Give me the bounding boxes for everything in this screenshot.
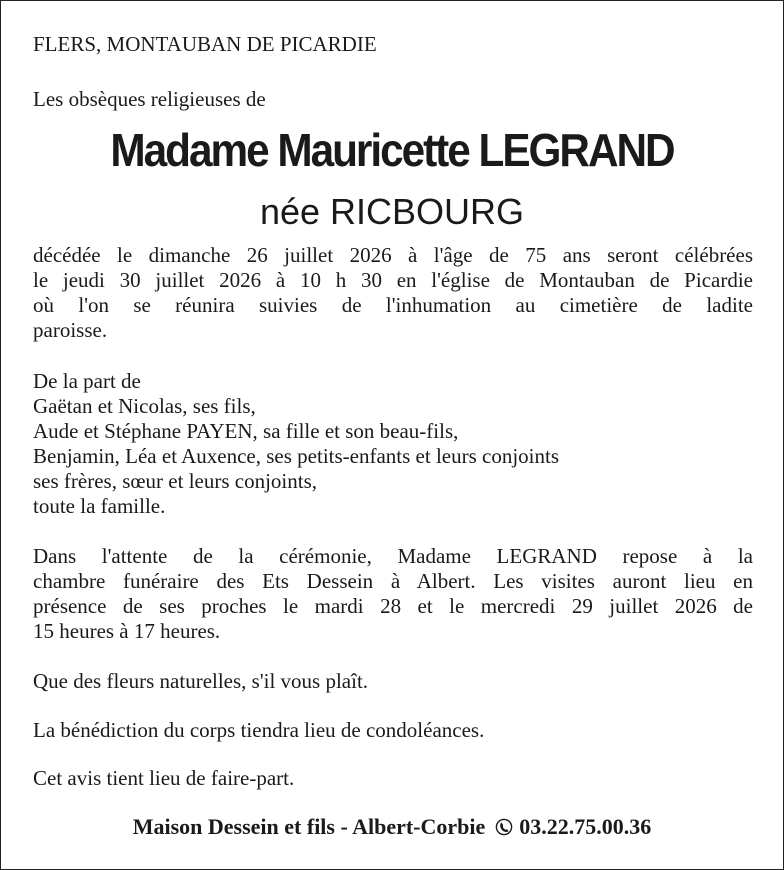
family-line: Aude et Stéphane PAYEN, sa fille et son beau-fils, — [33, 419, 459, 443]
maiden-name: née RICBOURG — [259, 191, 525, 232]
deceased-name: Madame Mauricette LEGRAND — [110, 124, 674, 176]
wake-line: Dans l'attente de la cérémonie, Madame LEGRAND repose à la — [33, 544, 753, 568]
family-line: toute la famille. — [33, 494, 166, 518]
wake-line: présence de ses proches le mardi 28 et le mercredi 29 juillet 2026 de — [33, 594, 753, 618]
blessing-note: La bénédiction du corps tiendra lieu de condoléances. — [33, 718, 485, 742]
death-line: décédée le dimanche 26 juillet 2026 à l'âge de 75 ans seront célébrées — [33, 243, 753, 267]
faire-part-note: Cet avis tient lieu de faire-part. — [33, 766, 295, 790]
family-line: Benjamin, Léa et Auxence, ses petits-enfants et leurs conjoints — [33, 444, 560, 468]
family-line: Gaëtan et Nicolas, ses fils, — [33, 394, 256, 418]
funeral-home-footer — [1, 813, 783, 841]
flowers-note: Que des fleurs naturelles, s'il vous plaît. — [33, 669, 369, 693]
wake-paragraph — [33, 544, 753, 644]
intro-text: Les obsèques religieuses de — [33, 87, 266, 111]
family-list — [33, 369, 753, 519]
wake-line: 15 heures à 17 heures. — [33, 619, 221, 643]
wake-line: chambre funéraire des Ets Dessein à Albert. Les visites auront lieu en — [33, 569, 753, 593]
death-line: où l'on se réunira suivies de l'inhumation au cimetière de ladite — [33, 293, 753, 317]
death-paragraph — [33, 243, 753, 343]
location-heading: FLERS, MONTAUBAN DE PICARDIE — [33, 32, 377, 56]
funeral-home-phone: 03.22.75.00.36 — [519, 814, 652, 839]
funeral-home-name: Maison Dessein et fils - Albert-Corbie — [132, 814, 486, 839]
death-line: le jeudi 30 juillet 2026 à 10 h 30 en l'église de Montauban de Picardie — [33, 268, 753, 292]
family-line: ses frères, sœur et leurs conjoints, — [33, 469, 318, 493]
phone-icon — [495, 815, 513, 833]
death-line: paroisse. — [33, 318, 108, 342]
family-line: De la part de — [33, 369, 141, 393]
